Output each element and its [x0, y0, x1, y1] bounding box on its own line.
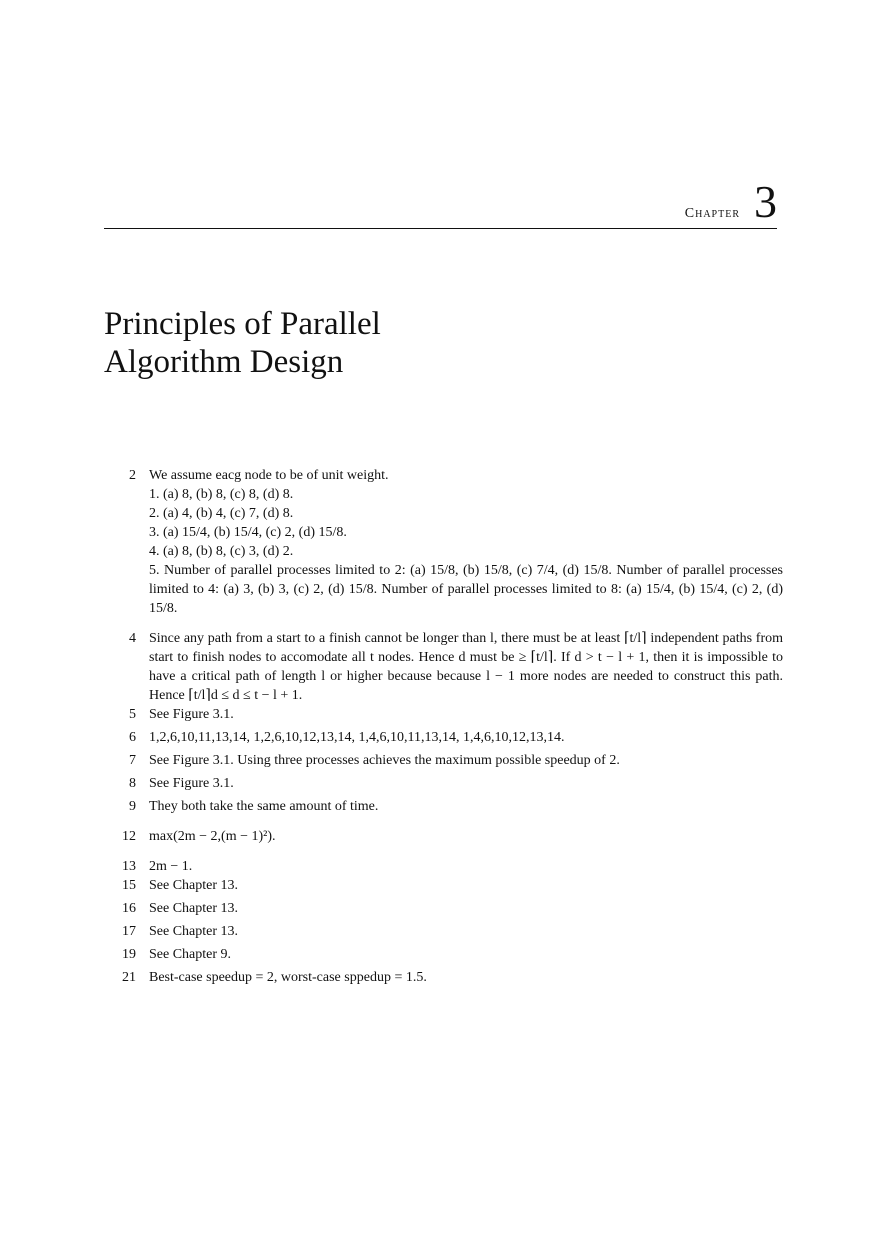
answers-list — [118, 466, 783, 987]
answer-body — [149, 899, 783, 918]
answer-line: See Figure 3.1. — [149, 707, 234, 722]
answer-line: See Figure 3.1. Using three processes achieves the maximum possible speedup of 2. — [149, 753, 620, 768]
answer-line: See Chapter 13. — [149, 878, 239, 893]
answer-line: Since any path from a start to a finish cannot be longer than l, there must be at least ⌈t/l⌉ independent paths from start to finish nodes to accomodate all t nodes. Hence d must be ≥ ⌈t/l⌉. If d > t − l + 1, then it is impossible to have a critical path of length l or higher because because l − 1 more nodes are needed to construct this path. Hence ⌈t/l⌉d ≤ d ≤ t − l + 1. — [149, 631, 783, 703]
answer-line: 2. (a) 4, (b) 4, (c) 7, (d) 8. — [149, 506, 294, 521]
answer-line: 2m − 1. — [149, 859, 193, 874]
answer-number: 19 — [122, 947, 136, 962]
answer-item-13 — [118, 857, 783, 876]
answer-number: 4 — [129, 631, 136, 646]
answer-line: 1,2,6,10,11,13,14, 1,2,6,10,12,13,14, 1,4,6,10,11,13,14, 1,4,6,10,12,13,14. — [149, 730, 565, 745]
answer-number: 7 — [129, 753, 136, 768]
answer-item-5 — [118, 705, 783, 724]
answer-line: 3. (a) 15/4, (b) 15/4, (c) 2, (d) 15/8. — [149, 525, 347, 540]
answer-item-15 — [118, 876, 783, 895]
answer-line: See Chapter 13. — [149, 901, 239, 916]
answer-number: 15 — [122, 878, 136, 893]
answer-body — [149, 857, 783, 876]
answer-item-4 — [118, 629, 783, 705]
answer-number: 6 — [129, 730, 136, 745]
chapter-header — [104, 176, 777, 229]
answer-number: 17 — [122, 924, 136, 939]
answer-item-9 — [118, 797, 783, 816]
answer-line: See Chapter 9. — [149, 947, 232, 962]
answer-item-2 — [118, 466, 783, 618]
chapter-number: 3 — [754, 176, 777, 227]
answer-line: 5. Number of parallel processes limited to 2: (a) 15/8, (b) 15/8, (c) 7/4, (d) 15/8. Number of parallel processes limited to 4: (a) 3, (b) 3, (c) 2, (d) 15/8. Number of parallel processes limited to 8: (a) 15/4, (b) 15/4, (c) 2, (d) 15/8. — [149, 563, 783, 616]
answer-body — [149, 705, 783, 724]
answer-number: 8 — [129, 776, 136, 791]
answer-body — [149, 774, 783, 793]
answer-body — [149, 466, 783, 618]
answer-line: They both take the same amount of time. — [149, 799, 379, 814]
title-line-2: Algorithm Design — [104, 344, 344, 380]
answer-number: 13 — [122, 859, 136, 874]
answer-body — [149, 751, 783, 770]
answer-number: 9 — [129, 799, 136, 814]
answer-line: We assume eacg node to be of unit weight. — [149, 468, 389, 483]
answer-number: 16 — [122, 901, 136, 916]
answer-number: 12 — [122, 829, 136, 844]
answer-item-8 — [118, 774, 783, 793]
answer-item-6 — [118, 728, 783, 747]
answer-number: 21 — [122, 970, 136, 985]
answer-body — [149, 945, 783, 964]
answer-item-12 — [118, 827, 783, 846]
answer-item-7 — [118, 751, 783, 770]
answer-line: Best-case speedup = 2, worst-case sppedup = 1.5. — [149, 970, 427, 985]
answer-line: 1. (a) 8, (b) 8, (c) 8, (d) 8. — [149, 487, 294, 502]
answer-body — [149, 827, 783, 846]
answer-item-17 — [118, 922, 783, 941]
answer-number: 5 — [129, 707, 136, 722]
answer-item-16 — [118, 899, 783, 918]
page-title — [104, 305, 784, 381]
answer-body — [149, 629, 783, 705]
chapter-label: Chapter — [684, 206, 740, 221]
answer-item-19 — [118, 945, 783, 964]
answer-body — [149, 922, 783, 941]
answer-body — [149, 728, 783, 747]
answer-number: 2 — [129, 468, 136, 483]
answer-item-21 — [118, 968, 783, 987]
answer-body — [149, 876, 783, 895]
answer-line: max(2m − 2,(m − 1)²). — [149, 829, 276, 844]
answer-line: 4. (a) 8, (b) 8, (c) 3, (d) 2. — [149, 544, 294, 559]
answer-body — [149, 797, 783, 816]
answer-line: See Figure 3.1. — [149, 776, 234, 791]
answer-body — [149, 968, 783, 987]
title-line-1: Principles of Parallel — [104, 306, 381, 342]
answer-line: See Chapter 13. — [149, 924, 239, 939]
